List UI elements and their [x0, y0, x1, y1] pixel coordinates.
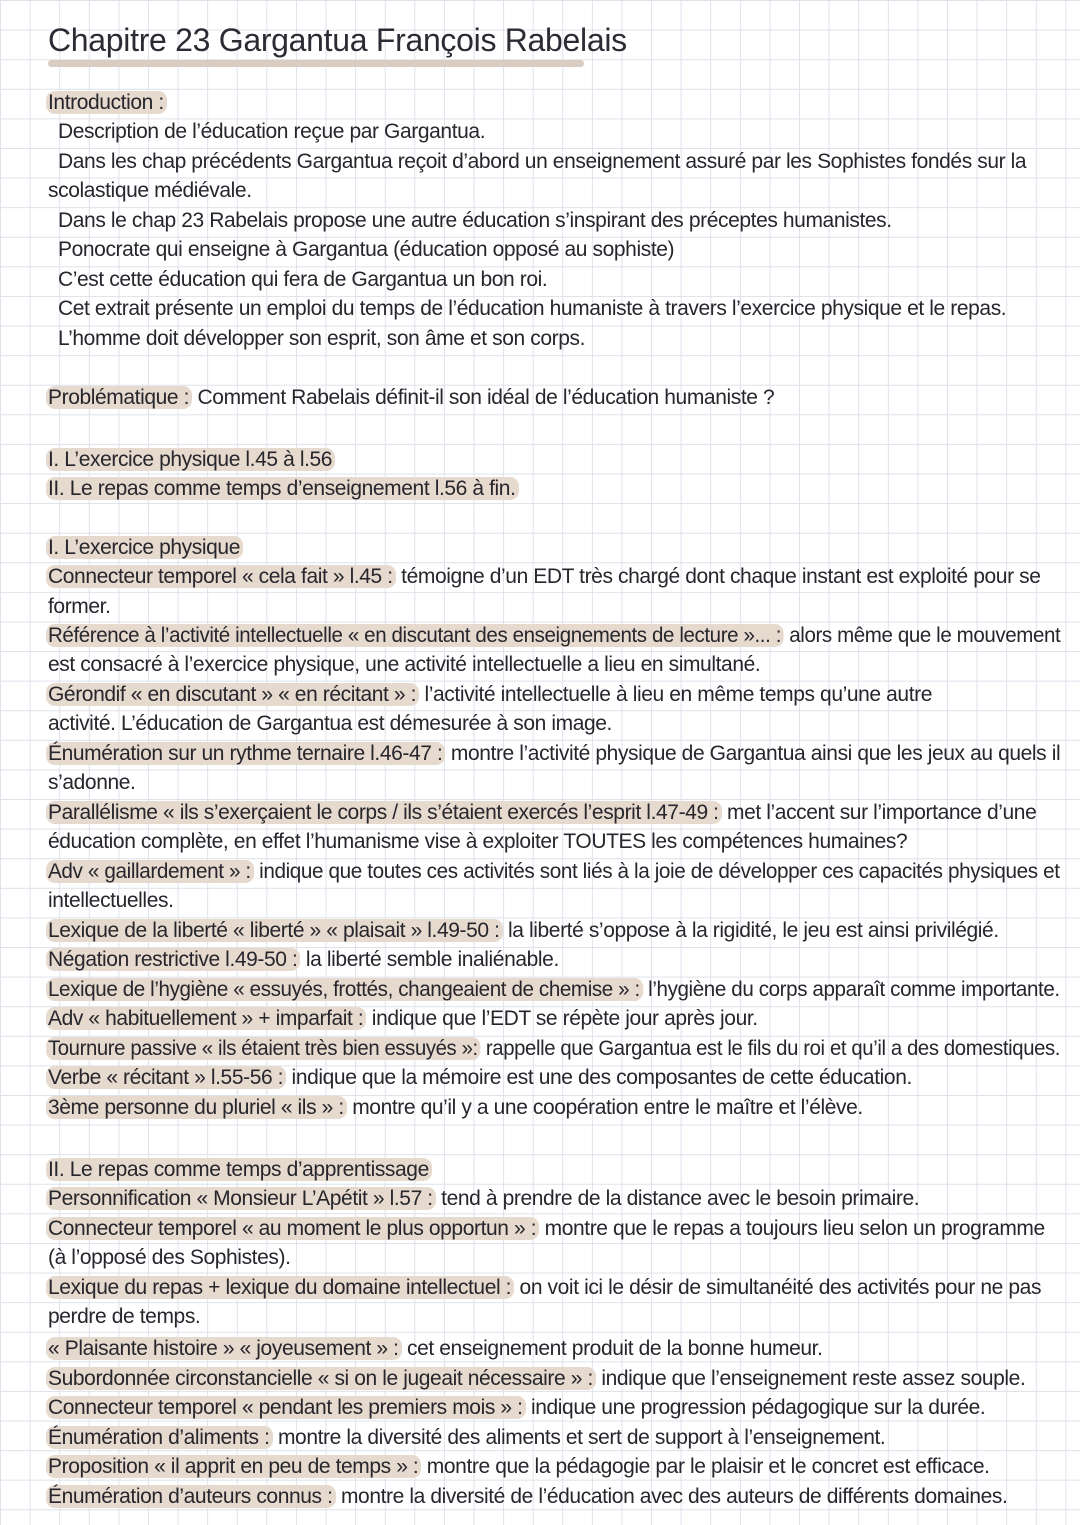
note-text: alors même que le mouvement	[783, 624, 1061, 647]
highlighted-term: Introduction :	[46, 91, 167, 114]
note-text: la liberté s’oppose à la rigidité, le jeu est ainsi privilégié.	[502, 919, 999, 942]
highlighted-term: II. Le repas comme temps d’enseignement l.56 à fin.	[46, 477, 519, 500]
note-line	[58, 265, 547, 294]
note-text: la liberté semble inaliénable.	[300, 948, 559, 971]
note-text: indique que l’EDT se répète jour après jour.	[366, 1007, 758, 1030]
note-line	[48, 1063, 912, 1092]
highlighted-term: Énumération d’auteurs connus :	[46, 1485, 336, 1508]
note-line	[48, 857, 1060, 886]
note-line	[48, 1482, 1007, 1511]
highlighted-term: Parallélisme « ils s’exerçaient le corps / ils s’étaient exercés l’esprit l.47-49 :	[46, 801, 722, 824]
note-text: montre qu’il y a une coopération entre le maître et l’élève.	[346, 1096, 863, 1119]
note-line	[58, 117, 485, 146]
note-text: C’est cette éducation qui fera de Gargantua un bon roi.	[58, 268, 548, 291]
note-text: Dans les chap précédents Gargantua reçoit d’abord un enseignement assuré par les Sophistes fondés sur la	[58, 150, 1027, 173]
note-text: Description de l’éducation reçue par Gargantua.	[58, 120, 486, 143]
note-text: rappelle que Gargantua est le fils du roi et qu’il a des domestiques.	[480, 1037, 1061, 1060]
highlighted-term: Adv « gaillardement » :	[46, 860, 254, 883]
note-text: on voit ici le désir de simultanéité des activités pour ne pas	[514, 1276, 1042, 1299]
highlighted-term: Adv « habituellement » + imparfait :	[46, 1007, 366, 1030]
note-line	[48, 945, 559, 974]
note-line	[48, 176, 252, 205]
highlighted-term: Problématique :	[46, 386, 192, 409]
note-text: activité. L’éducation de Gargantua est démesurée à son image.	[48, 712, 612, 735]
note-line	[48, 1302, 200, 1331]
note-line	[58, 235, 674, 264]
note-line	[48, 739, 1060, 768]
note-line	[58, 294, 1006, 323]
note-line	[48, 474, 519, 503]
note-text: perdre de temps.	[48, 1305, 201, 1328]
note-text: Cet extrait présente un emploi du temps de l’éducation humaniste à travers l’exercice physique et le repas.	[58, 297, 1007, 320]
note-line	[48, 445, 335, 474]
highlighted-term: Connecteur temporel « cela fait » l.45 :	[46, 565, 396, 588]
note-line	[48, 1243, 291, 1272]
note-text: montre l’activité physique de Gargantua ainsi que les jeux au quels il	[445, 742, 1061, 765]
highlighted-term: Personnification « Monsieur L’Apétit » l.57 :	[46, 1187, 436, 1210]
note-line	[48, 592, 111, 621]
highlighted-term: Subordonnée circonstancielle « si on le jugeait nécessaire » :	[46, 1367, 596, 1390]
note-line	[48, 709, 612, 738]
note-line	[48, 886, 174, 915]
note-line	[48, 916, 999, 945]
note-line	[48, 1004, 758, 1033]
highlighted-term: Gérondif « en discutant » « en récitant » :	[46, 683, 419, 706]
note-line	[58, 147, 1026, 176]
highlighted-term: Référence à l’activité intellectuelle « en discutant des enseignements de lecture »... :	[46, 624, 784, 647]
note-text: (à l’opposé des Sophistes).	[48, 1246, 291, 1269]
highlighted-term: Énumération d’aliments :	[46, 1426, 273, 1449]
highlighted-term: Lexique de la liberté « liberté » « plaisait » l.49-50 :	[46, 919, 503, 942]
highlighted-term: I. L’exercice physique	[46, 536, 243, 559]
note-text: scolastique médiévale.	[48, 179, 252, 202]
highlighted-term: Négation restrictive l.49-50 :	[46, 948, 300, 971]
note-line	[48, 88, 167, 117]
note-line	[48, 1155, 432, 1184]
note-line	[48, 1184, 919, 1213]
note-line	[48, 768, 135, 797]
highlighted-term: 3ème personne du pluriel « ils » :	[46, 1096, 347, 1119]
highlighted-term: Verbe « récitant » l.55-56 :	[46, 1066, 286, 1089]
page-title: Chapitre 23 Gargantua François Rabelais	[48, 22, 627, 58]
note-line	[48, 1093, 863, 1122]
note-text: cet enseignement produit de la bonne humeur.	[401, 1337, 823, 1360]
note-text: l’hygiène du corps apparaît comme importante.	[642, 978, 1060, 1001]
note-text: éducation complète, en effet l’humanisme vise à exploiter TOUTES les compétences humaines?	[48, 830, 908, 853]
note-text: montre que la pédagogie par le plaisir et le concret est efficace.	[421, 1455, 990, 1478]
note-text: indique que l’enseignement reste assez souple.	[595, 1367, 1026, 1390]
note-line	[48, 975, 1060, 1004]
note-text: Comment Rabelais définit-il son idéal de l’éducation humaniste ?	[192, 386, 775, 409]
note-line	[48, 562, 1041, 591]
note-line	[48, 680, 932, 709]
highlighted-term: Lexique de l’hygiène « essuyés, frottés, changeaient de chemise » :	[46, 978, 643, 1001]
highlighted-term: Proposition « il apprit en peu de temps » :	[46, 1455, 421, 1478]
highlighted-term: Énumération sur un rythme ternaire l.46-47 :	[46, 742, 445, 765]
note-text: Ponocrate qui enseigne à Gargantua (éducation opposé au sophiste)	[58, 238, 675, 261]
highlighted-term: Connecteur temporel « au moment le plus opportun » :	[46, 1217, 539, 1240]
note-text: est consacré à l’exercice physique, une activité intellectuelle a lieu en simultané.	[48, 653, 761, 676]
note-text: indique que toutes ces activités sont liés à la joie de développer ces capacités physiques et	[253, 860, 1060, 883]
note-line	[48, 827, 907, 856]
note-line	[48, 383, 774, 412]
note-line	[48, 1334, 823, 1363]
note-line	[58, 206, 892, 235]
note-text: l’activité intellectuelle à lieu en même temps qu’une autre	[419, 683, 933, 706]
note-line	[48, 1452, 990, 1481]
note-line	[48, 1034, 1060, 1063]
note-line	[48, 1214, 1045, 1243]
title-underline	[48, 60, 584, 67]
highlighted-term: II. Le repas comme temps d’apprentissage	[46, 1158, 432, 1181]
highlighted-term: Connecteur temporel « pendant les premiers mois » :	[46, 1396, 526, 1419]
note-line	[48, 1273, 1041, 1302]
note-text: indique une progression pédagogique sur la durée.	[525, 1396, 986, 1419]
highlighted-term: « Plaisante histoire » « joyeusement » :	[46, 1337, 402, 1360]
note-text: témoigne d’un EDT très chargé dont chaque instant est exploité pour se	[395, 565, 1041, 588]
note-text: met l’accent sur l’importance d’une	[721, 801, 1037, 824]
note-text: Dans le chap 23 Rabelais propose une autre éducation s’inspirant des préceptes humanistes.	[58, 209, 892, 232]
note-text: montre que le repas a toujours lieu selon un programme	[539, 1217, 1045, 1240]
note-text: L’homme doit développer son esprit, son âme et son corps.	[58, 327, 586, 350]
highlighted-term: Lexique du repas + lexique du domaine intellectuel :	[46, 1276, 514, 1299]
note-line	[48, 533, 243, 562]
highlighted-term: I. L’exercice physique l.45 à l.56	[46, 448, 335, 471]
note-text: montre la diversité des aliments et sert de support à l’enseignement.	[272, 1426, 886, 1449]
note-line	[48, 1364, 1025, 1393]
note-text: indique que la mémoire est une des composantes de cette éducation.	[286, 1066, 912, 1089]
highlighted-term: Tournure passive « ils étaient très bien essuyés »:	[46, 1037, 481, 1060]
note-line	[48, 621, 1060, 650]
note-text: montre la diversité de l’éducation avec des auteurs de différents domaines.	[335, 1485, 1008, 1508]
note-text: tend à prendre de la distance avec le besoin primaire.	[435, 1187, 920, 1210]
note-text: s’adonne.	[48, 771, 136, 794]
note-line	[48, 1393, 985, 1422]
note-text: former.	[48, 595, 111, 618]
note-text: intellectuelles.	[48, 889, 174, 912]
note-line	[48, 650, 760, 679]
note-line	[48, 1423, 885, 1452]
note-line	[58, 324, 585, 353]
note-line	[48, 798, 1036, 827]
